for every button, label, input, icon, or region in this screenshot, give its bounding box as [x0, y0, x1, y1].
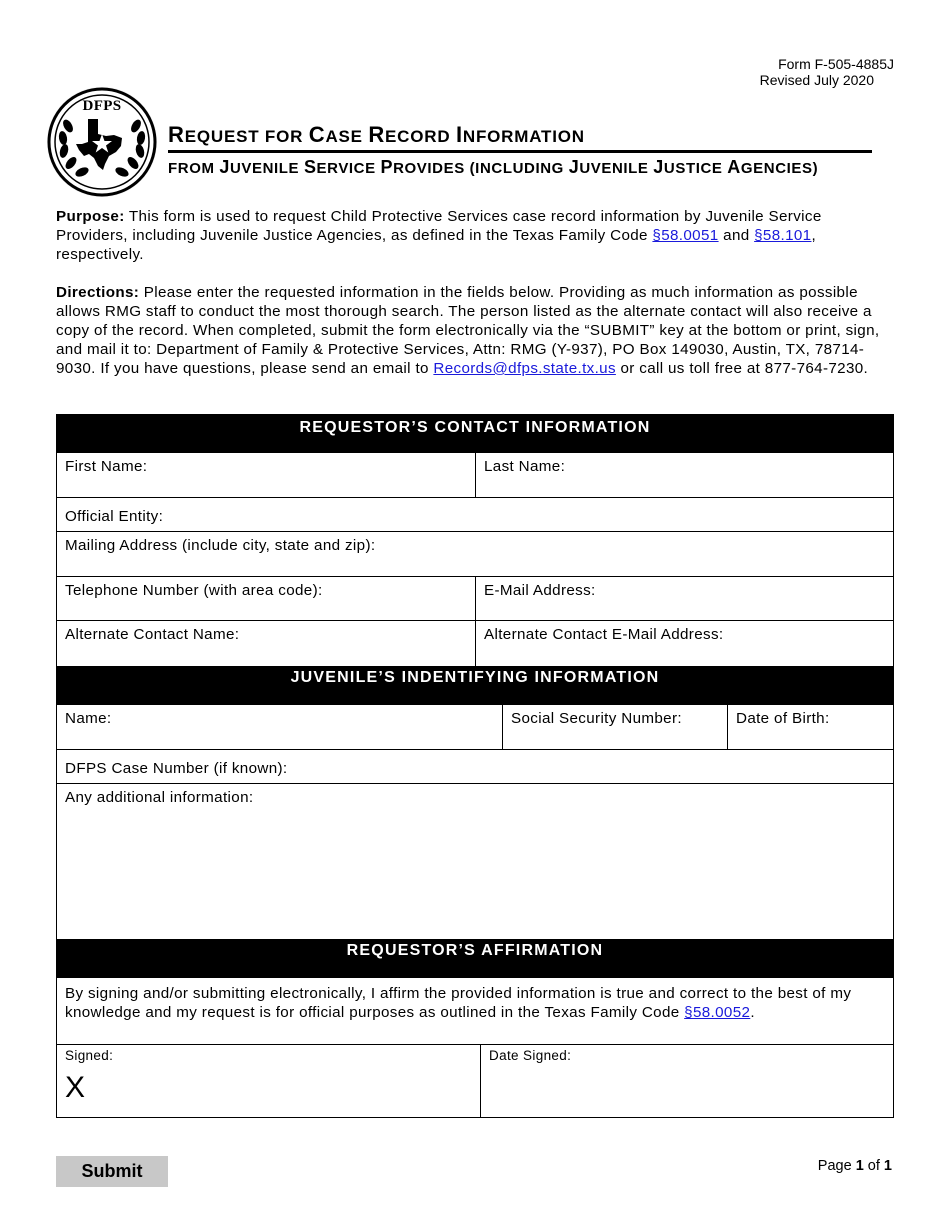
name-row	[56, 453, 894, 498]
last-name-field[interactable]: Last Name:	[475, 453, 893, 497]
form-identifier	[760, 56, 894, 88]
family-code-58-101-link[interactable]: §58.101	[754, 227, 812, 244]
title-line-1: REQUEST FOR CASE RECORD INFORMATION	[168, 122, 872, 153]
page-number: Page 1 of 1	[817, 1158, 892, 1174]
signature-x-mark: X	[65, 1071, 86, 1104]
phone-email-row	[56, 577, 894, 621]
signed-label: Signed:	[65, 1048, 114, 1063]
date-signed-label: Date Signed:	[489, 1048, 572, 1063]
requestor-contact-header: REQUESTOR’S CONTACT INFORMATION	[56, 414, 894, 453]
juvenile-info-header: JUVENILE’S INDENTIFYING INFORMATION	[56, 666, 894, 705]
signature-field[interactable]	[57, 1045, 480, 1117]
form-title	[168, 122, 872, 178]
affirmation-section	[56, 939, 894, 1118]
affirmation-header: REQUESTOR’S AFFIRMATION	[56, 939, 894, 978]
alternate-contact-name-field[interactable]: Alternate Contact Name:	[65, 626, 240, 643]
juvenile-name-field[interactable]: Name:	[65, 710, 112, 727]
official-entity-row	[56, 498, 894, 532]
dfps-logo	[46, 86, 158, 198]
ssn-field[interactable]: Social Security Number:	[502, 705, 727, 749]
affirmation-statement: By signing and/or submitting electronically, I affirm the provided information is true and correct to the best of my knowledge and my request is for official purposes as outlined in the Texas Family Code §58.0052.	[56, 978, 894, 1045]
mailing-address-field[interactable]: Mailing Address (include city, state and zip):	[65, 537, 376, 554]
form-number: Form F-505-4885J	[778, 56, 894, 72]
case-number-field[interactable]: DFPS Case Number (if known):	[65, 760, 288, 777]
additional-info-row	[56, 784, 894, 939]
purpose-label: Purpose:	[56, 208, 125, 225]
purpose-paragraph: Purpose: This form is used to request Child Protective Services case record information by Juvenile Service Providers, including Juvenile Justice Agencies, as defined in the Texas Family Code §58.0051 and §58.101, respectively.	[56, 208, 822, 263]
date-of-birth-field[interactable]: Date of Birth:	[727, 705, 893, 749]
dfps-seal-icon	[46, 86, 158, 198]
telephone-field[interactable]: Telephone Number (with area code):	[65, 582, 323, 599]
submit-button[interactable]: Submit	[56, 1156, 168, 1187]
mailing-address-row	[56, 532, 894, 577]
email-field[interactable]: E-Mail Address:	[475, 577, 893, 620]
logo-text: DFPS	[82, 98, 122, 114]
signature-row	[56, 1045, 894, 1118]
records-email-link[interactable]: Records@dfps.state.tx.us	[433, 360, 616, 377]
first-name-field[interactable]: First Name:	[65, 458, 148, 475]
juvenile-info-section	[56, 666, 894, 939]
official-entity-field[interactable]: Official Entity:	[65, 508, 164, 525]
date-signed-field[interactable]	[480, 1045, 893, 1117]
alternate-contact-email-field[interactable]: Alternate Contact E-Mail Address:	[475, 621, 893, 666]
alternate-contact-row	[56, 621, 894, 666]
title-line-2: FROM JUVENILE SERVICE PROVIDES (INCLUDING JUVENILE JUSTICE AGENCIES)	[168, 157, 819, 177]
family-code-58-0051-link[interactable]: §58.0051	[652, 227, 719, 244]
directions-paragraph: Directions: Please enter the requested information in the fields below. Providing as much information as possible allows RMG staff to conduct the most thorough search. The person listed as the alternate contact will also receive a copy of the record. When completed, submit the form electronically via the “SUBMIT” key at the bottom or print, sign, and mail it to: Department of Family & Protective Services, Attn: RMG (Y-937), PO Box 149030, Austin, TX, 78714-9030. If you have questions, please send an email to Records@dfps.state.tx.us or call us toll free at 877-764-7230.	[56, 284, 880, 377]
case-number-row	[56, 750, 894, 784]
additional-info-field[interactable]: Any additional information:	[65, 789, 254, 806]
requestor-contact-section	[56, 414, 894, 666]
family-code-58-0052-link[interactable]: §58.0052	[684, 1004, 751, 1021]
form-revised-date: Revised July 2020	[759, 72, 874, 88]
directions-label: Directions:	[56, 284, 140, 301]
juvenile-name-row	[56, 705, 894, 750]
